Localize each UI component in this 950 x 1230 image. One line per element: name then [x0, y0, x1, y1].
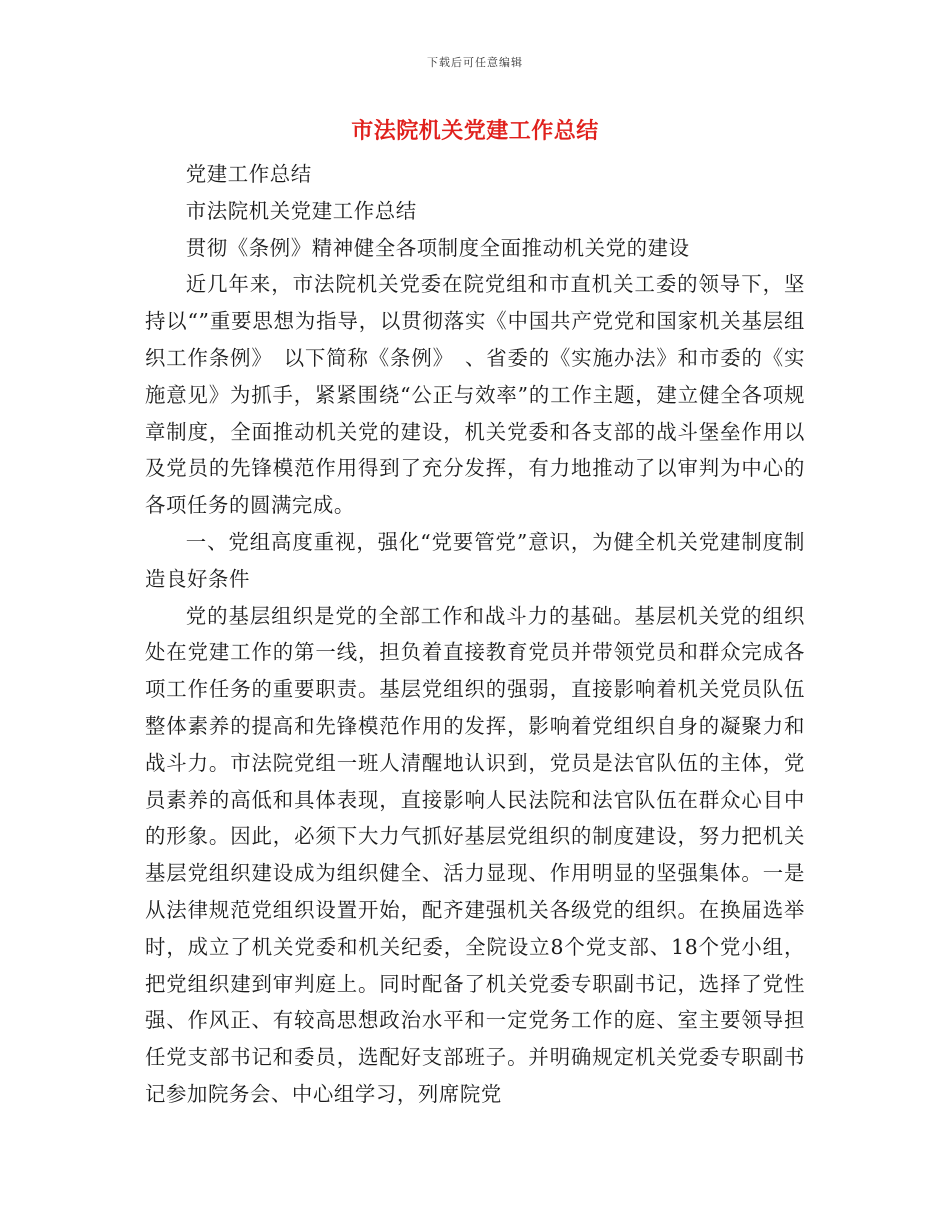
paragraph-heading: 贯彻《条例》精神健全各项制度全面推动机关党的建设	[185, 235, 690, 260]
header-note: 下载后可任意编辑	[427, 56, 523, 69]
paragraph-body-1: 党的基层组织是党的全部工作和战斗力的基础。基层机关党的组织处在党建工作的第一线，担负着直接教育党员并带领党员和群众完成各项工作任务的重要职责。基层党组织的强弱，直接影响着机关党员队伍整体素养的提高和先锋模范作用的发挥，影响着党组织自身的凝聚力和战斗力。市法院党组一班人清醒地认识到，党员是法官队伍的主体，党员素养的高低和具体表现，直接影响人民法院和法官队伍在群众心目中的形象。因此，必须下大力气抓好基层党组织的制度建设，努力把机关基层党组织建设成为组织健全、活力显现、作用明显的坚强集体。一是从法律规范党组织设置开始，配齐建强机关各级党的组织。在换届选举时，成立了机关党委和机关纪委，全院设立8个党支部、18个党小组，把党组织建到审判庭上。同时配备了机关党委专职副书记，选择了党性强、作风正、有较高思想政治水平和一定党务工作的庭、室主要领导担任党支部书记和委员，选配好支部班子。并明确规定机关党委专职副书记参加院务会、中心组学习，列席院党	[145, 603, 805, 1106]
paragraph-intro: 近几年来，市法院机关党委在院党组和市直机关工委的领导下，坚持以“”重要思想为指导，以贯彻落实《中国共产党党和国家机关基层组织工作条例》 以下简称《条例》 、省委的《实施办法》和市委的《实施意见》为抓手，紧紧围绕“公正与效率”的工作主题，建立健全各项规章制度，全面推动机关党的建设，机关党委和各支部的战斗堡垒作用以及党员的先锋模范作用得到了充分发挥，有力地推动了以审判为中心的各项任务的圆满完成。	[145, 272, 805, 518]
paragraph-category: 党建工作总结	[185, 162, 312, 186]
document-title: 市法院机关党建工作总结	[351, 119, 599, 144]
section-heading-1: 一、党组高度重视，强化“党要管党”意识，为健全机关党建制度制造良好条件	[145, 529, 805, 591]
paragraph-subtitle: 市法院机关党建工作总结	[185, 198, 417, 223]
document-body	[145, 156, 805, 1113]
